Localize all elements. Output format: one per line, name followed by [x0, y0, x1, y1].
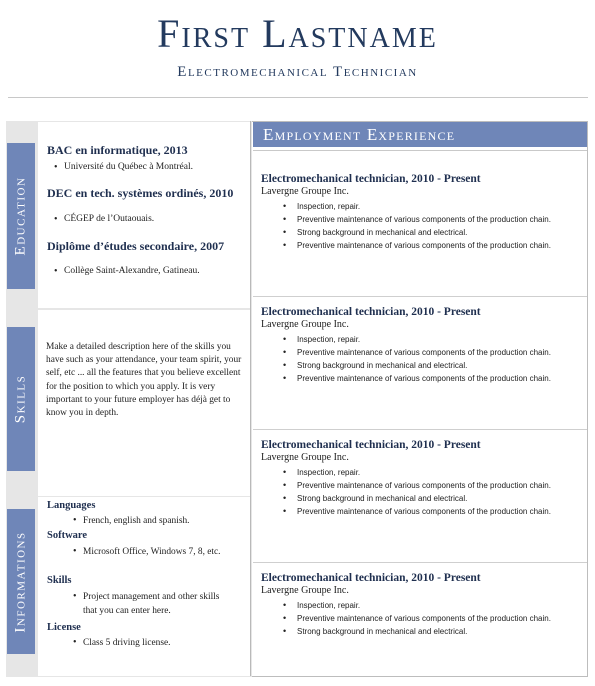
job-bullet: • Preventive maintenance of various components of the production chain.: [261, 239, 573, 252]
info-label: License: [47, 622, 81, 633]
education-degree: DEC en tech. systèmes ordinés, 2010: [47, 186, 234, 200]
skills-section-bar: [7, 327, 35, 471]
job-bullet: • Inspection, repair.: [261, 333, 573, 346]
job-company: Lavergne Groupe Inc.: [261, 585, 349, 596]
job-title: Electromechanical technician, 2010 - Present: [261, 572, 481, 584]
job-entry: [261, 439, 581, 518]
job-divider: [253, 562, 587, 563]
education-degree: Diplôme d’études secondaire, 2007: [47, 239, 225, 253]
employment-heading-bar: [253, 122, 587, 147]
job-title: Electromechanical technician, 2010 - Present: [261, 173, 481, 185]
job-title: Electromechanical technician, 2010 - Present: [261, 306, 481, 318]
skills-section-label: Skills: [12, 374, 29, 424]
info-label: Software: [47, 530, 88, 541]
job-company: Lavergne Groupe Inc.: [261, 319, 349, 330]
candidate-title: Electromechanical Technician: [177, 64, 418, 80]
job-entry: [261, 572, 581, 638]
job-bullet: • Strong background in mechanical and electrical.: [261, 226, 573, 239]
info-value: • Project management and other skills that you can enter here.: [83, 590, 233, 618]
education-section-bar: [7, 143, 35, 289]
job-entry: [261, 173, 581, 252]
education-school: • Université du Québec à Montréal.: [64, 162, 193, 172]
info-label: Languages: [47, 500, 96, 511]
job-bullet: • Strong background in mechanical and electrical.: [261, 359, 573, 372]
informations-section-bar: [7, 509, 35, 654]
skills-description: Make a detailed description here of the skills you have such as your attendance, your team spirit, your self, etc ... all the features that you believe excellent for the position to which you apply. It is very important to your future employer has déjà get to know you in depth.: [46, 342, 242, 419]
job-company: Lavergne Groupe Inc.: [261, 452, 349, 463]
education-section-label: Education: [12, 176, 29, 256]
info-label: Skills: [47, 575, 72, 586]
informations-section-label: Informations: [12, 530, 29, 633]
job-bullet: • Inspection, repair.: [261, 599, 573, 612]
job-bullet: • Inspection, repair.: [261, 466, 573, 479]
job-bullet: • Preventive maintenance of various components of the production chain.: [261, 213, 573, 226]
job-bullet: • Preventive maintenance of various components of the production chain.: [261, 479, 573, 492]
employment-divider: [253, 150, 587, 151]
job-bullet: • Preventive maintenance of various components of the production chain.: [261, 612, 573, 625]
job-bullet: • Strong background in mechanical and electrical.: [261, 492, 573, 505]
info-value: • Microsoft Office, Windows 7, 8, etc.: [83, 545, 243, 559]
job-company: Lavergne Groupe Inc.: [261, 186, 349, 197]
header-divider: [8, 97, 588, 98]
info-value: • Class 5 driving license.: [83, 636, 243, 650]
job-bullet: • Preventive maintenance of various components of the production chain.: [261, 372, 573, 385]
education-degree: BAC en informatique, 2013: [47, 143, 188, 157]
job-bullet: • Preventive maintenance of various components of the production chain.: [261, 505, 573, 518]
job-bullet: • Strong background in mechanical and electrical.: [261, 625, 573, 638]
job-divider: [253, 296, 587, 297]
info-value: • French, english and spanish.: [83, 514, 243, 528]
resume-header: [0, 0, 595, 98]
education-school: • CÉGEP de l’Outaouais.: [64, 214, 154, 224]
candidate-name: First Lastname: [157, 11, 438, 56]
job-bullet: • Inspection, repair.: [261, 200, 573, 213]
job-title: Electromechanical technician, 2010 - Present: [261, 439, 481, 451]
job-bullet: • Preventive maintenance of various components of the production chain.: [261, 346, 573, 359]
education-school: • Collège Saint-Alexandre, Gatineau.: [64, 266, 200, 276]
job-entry: [261, 306, 581, 385]
job-divider: [253, 429, 587, 430]
employment-heading: Employment Experience: [263, 125, 456, 144]
